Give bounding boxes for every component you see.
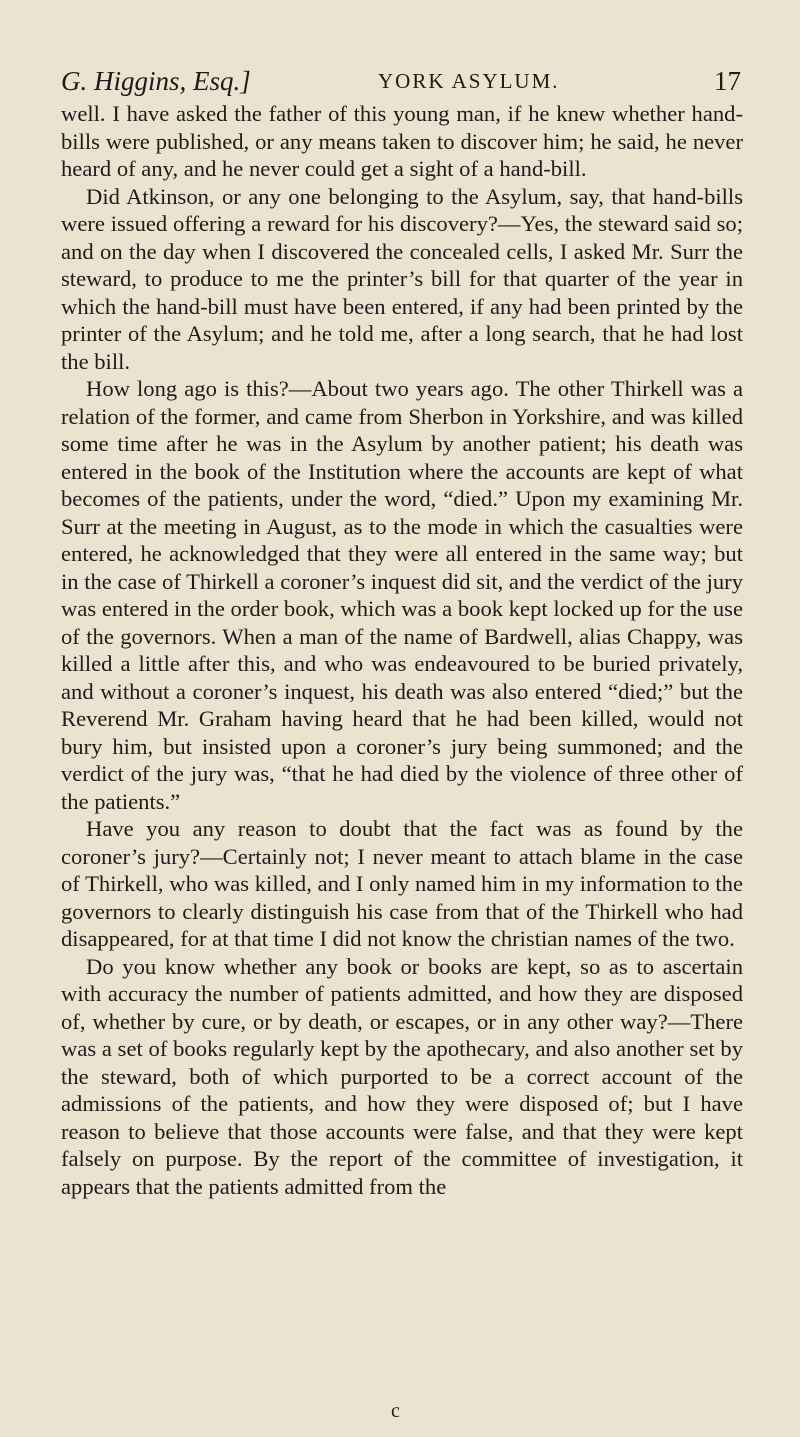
paragraph-4: Have you any reason to doubt that the fact was as found by the coroner’s jury?—Certainly not; I never meant to attach blame in the case of Thirkell, who was killed, and I only named him in my information to the governors to clearly distinguish his case from that of the Thirkell who had disappeared, for at that time I did not know the christian names of the two.	[61, 816, 743, 951]
paragraph-1: well. I have asked the father of this young man, if he knew whether hand-bills were published, or any means taken to discover him; he said, he never heard of any, and he never could get a sight of a hand-bill.	[61, 101, 743, 181]
paragraph-5: Do you know whether any book or books are kept, so as to ascertain with accuracy the number of patients admitted, and how they are disposed of, whether by cure, or by death, or escapes, or in any other way?—There was a set of books regularly kept by the apothecary, and also another set by the steward, both of which purported to be a correct account of the admissions of the patients, and how they were disposed of; but I have reason to believe that those accounts were false, and that they were kept falsely on purpose. By the report of the committee of investigation, it appears that the patients admitted from the	[61, 953, 743, 1199]
header-author: G. Higgins, Esq.]	[61, 66, 251, 96]
paragraph-3: How long ago is this?—About two years ago. The other Thirkell was a relation of the former, and came from Sherbon in Yorkshire, and was killed some time after he was in the Asylum by another patient; his death was entered in the book of the Institution where the accounts are kept of what becomes of the patients, under the word, “died.” Upon my examining Mr. Surr at the meeting in August, as to the mode in which the casualties were entered, he acknowledged that they were all entered in the same way; but in the case of Thirkell a coroner’s inquest did sit, and the verdict of the jury was entered in the order book, which was a book kept locked up for the use of the governors. When a man of the name of Bardwell, alias Chappy, was killed a little after this, and who was endeavoured to be buried privately, and without a coroner’s inquest, his death was also entered “died;” but the Reverend Mr. Graham having heard that he had been killed, would not bury him, but insisted upon a coroner’s jury being summoned; and the verdict of the jury was, “that he had died by the violence of three other of the patients.”	[61, 376, 743, 814]
page-number: 17	[714, 66, 741, 96]
paragraph-2: Did Atkinson, or any one belonging to the Asylum, say, that hand-bills were issued offering a reward for his discovery?—Yes, the steward said so; and on the day when I discovered the concealed cells, I asked Mr. Surr the steward, to produce to me the printer’s bill for that quarter of the year in which the hand-bill must have been entered, if any had been printed by the printer of the Asylum; and he told me, after a long search, that he had lost the bill.	[61, 183, 743, 374]
header-title: YORK ASYLUM.	[378, 69, 560, 93]
page-body	[61, 100, 743, 1200]
running-header	[61, 66, 741, 104]
signature-mark: c	[391, 1400, 400, 1422]
